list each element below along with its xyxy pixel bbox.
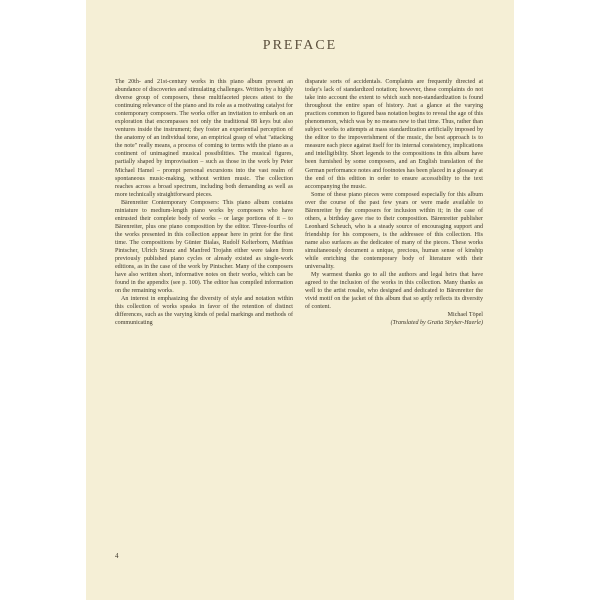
translator-credit: (Translated by Gratia Stryker-Haerle) [390, 320, 483, 327]
signature-block [305, 311, 483, 327]
document-page [86, 0, 514, 600]
paragraph-thanks: My warmest thanks go to all the authors and legal heirs that have agreed to the inclusion of the works in this collection. Many thanks as well to the artist rosalie, who designed and dedicated to Bärenreiter the vivid motif on the jacket of this album that so aptly reflects its diversity of content. [305, 272, 483, 311]
paragraph-intro: The 20th- and 21st-century works in this piano album present an abundance of discoveries and stimulating challenges. Written by a highly diverse group of composers, these multifaceted pieces attest to the continuing relevance of the piano and its role as a motivating catalyst for contemporary composers. The works offer an invitation to embark on an exploration that encompasses not only the traditional 88 keys but also ventures inside the instrument; they foster an experiential perception of the anatomy of an individual tone, an empirical grasp of what "attacking the note" really means, a process of coming to terms with the piano as a continent of unimagined musical possibilities. The musical figures, partially shaped by improvisation – such as those in the work by Peter Michael Hamel – prompt personal excursions into the vast realm of spontaneous music-making, without written music. The collection reaches across a broad spectrum, including both demanding as well as more technically straightforward pieces. [115, 79, 293, 198]
page-title: PREFACE [262, 38, 338, 53]
page-number: 4 [115, 552, 119, 560]
paragraph-composers: Bärenreiter Contemporary Composers: This piano album contains miniature to medium-length piano works by composers who have entrusted their complete body of works – or large portions of it – to Bärenreiter, plus one piano composition by the editor. Three-fourths of the works presented in this collection appear here in print for the first time. The compositions by Günter Bialas, Rudolf Kelterborn, Matthias Pintscher, Ulrich Stranz and Manfred Trojahn either were taken from previously published piano cycles or already existed as single-work editions, as in the case of the work by Pintscher. Many of the composers have also written short, informative notes on their works, which can be found in the appendix (see p. 100). The editor has compiled information on the remaining works. [115, 199, 293, 295]
author-signature: Michael Töpel [447, 312, 483, 319]
paragraph-origins: Some of these piano pieces were composed especially for this album over the course of the past few years or were made available to Bärenreiter by the composers for inclusion within it; in the case of others, a birthday gave rise to their composition. Bärenreiter publisher Leonhard Scheuch, who is a steady source of encouraging support and friendship for his composers, is the addressee of this collection. His name also surfaces as the dedicatee of many of the pieces. These works simultaneously document a unique, precious, human sense of kinship while enriching the contemporary body of literature with their universality. [305, 191, 483, 271]
left-text-column [115, 78, 293, 327]
right-text-column [305, 78, 483, 327]
paragraph-notation-start: An interest in emphasizing the diversity of style and notation within this collection of works speaks in favor of the retention of distinct differences, such as the varying kinds of pedal markings and methods of communicating [115, 296, 293, 327]
paragraph-notation-cont: disparate sorts of accidentals. Complaints are frequently directed at today's lack of standardized notation; however, these complaints do not take into account the extent to which such non-standardization is found throughout the entire span of history. Just a glance at the varying practices common to figured bass notation begins to reveal the age of this phenomenon, which was by no means new to that time. Thus, rather than subject works to attempts at mass standardization artificially imposed by the editor to the impoverishment of the music, the best approach is to measure each piece against itself for its internal consistency, implications and intelligibility. Short legends to the compositions in this album have been furnished by some composers, and an English translation of the German performance notes and footnotes has been placed in a glossary at the end of this edition in order to ensure accessibility to the text accompanying the music. [305, 79, 483, 190]
